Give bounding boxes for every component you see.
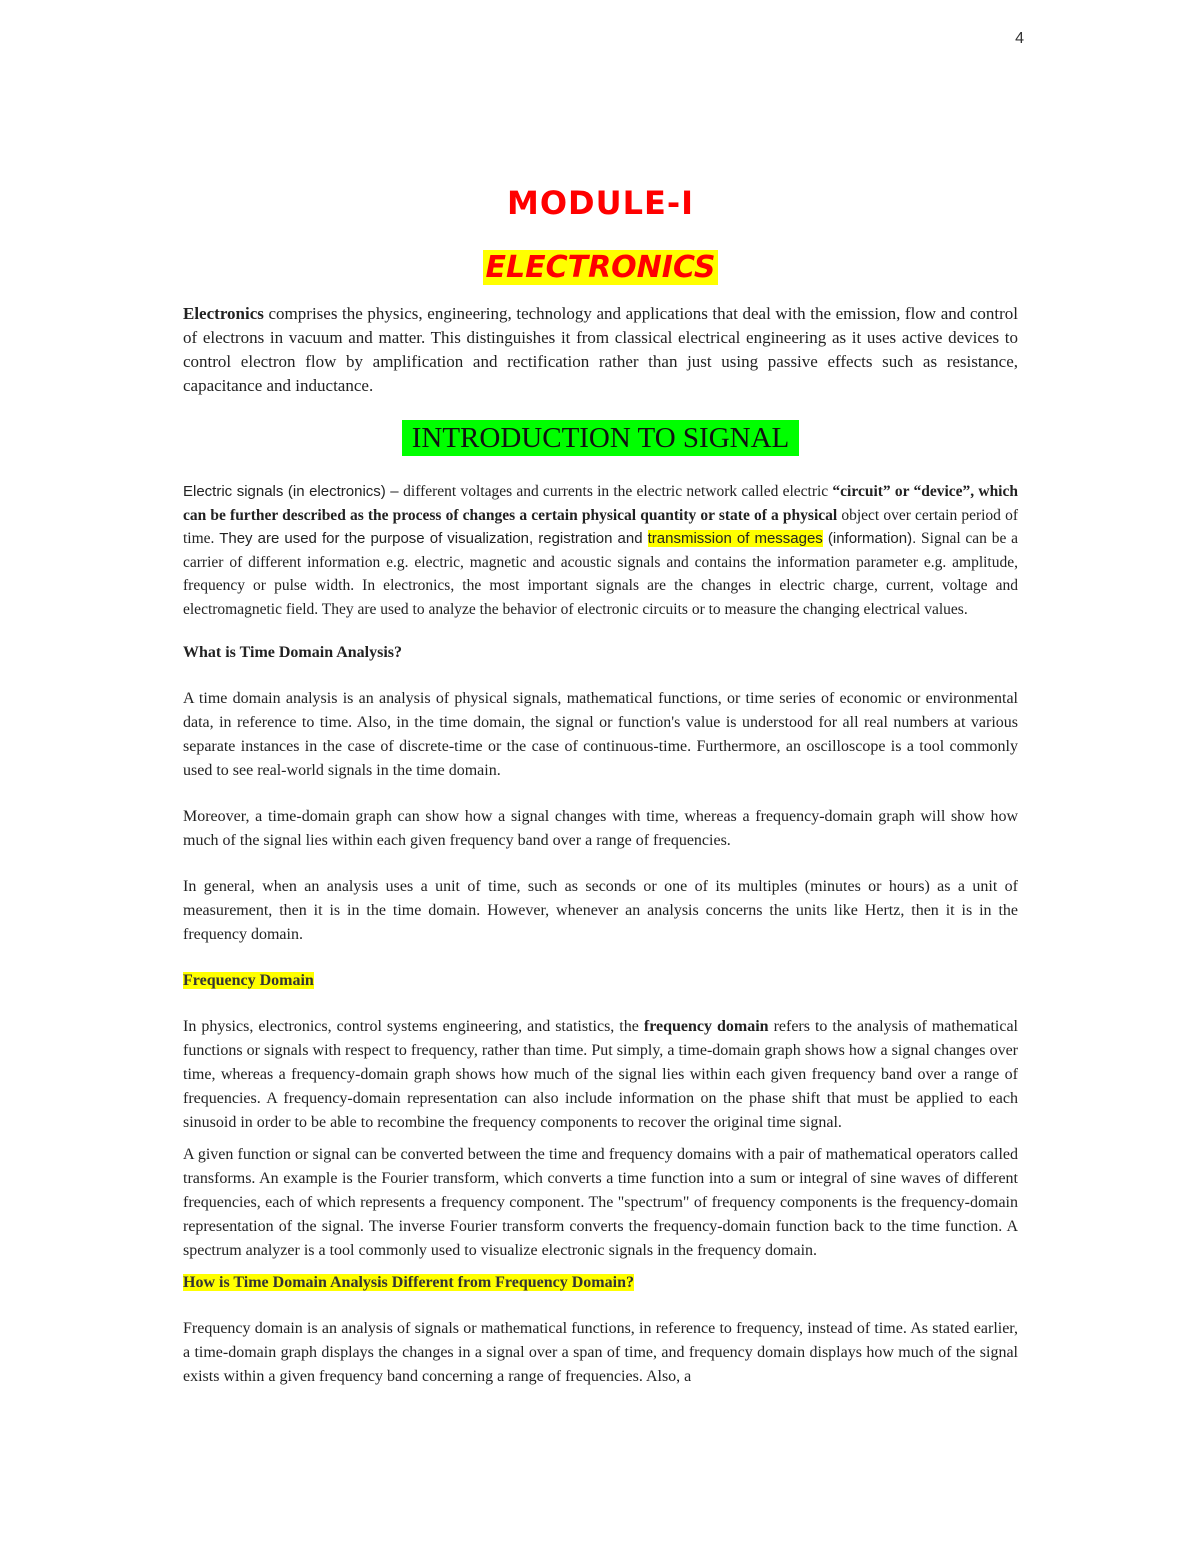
electronics-text: comprises the physics, engineering, technology and applications that deal with the emission, flow and control of electrons in vacuum and matter. This distinguishes it from classical electrical engineering as it uses active devices to control electron flow by amplification and rectification rather than just using passive effects such as resistance, capacitance and inductance.	[183, 304, 1018, 395]
signals-highlight: transmission of messages	[647, 530, 823, 547]
document-body	[183, 183, 1018, 1389]
electronics-title-wrap	[183, 247, 1018, 289]
signals-info: (information).	[822, 530, 917, 547]
frequency-domain-paragraph-1	[183, 1015, 1018, 1135]
page-number: 4	[1015, 30, 1024, 47]
fd-p1-bold: frequency domain	[643, 1018, 769, 1035]
frequency-domain-paragraph-2: A given function or signal can be converted between the time and frequency domains with a pair of mathematical operators called transforms. An example is the Fourier transform, which converts a time function into a sum or integral of sine waves of different frequencies, each of which represents a frequency component. The "spectrum" of frequency components is the frequency-domain representation of the signal. The inverse Fourier transform converts the frequency-domain function back to the time function. A spectrum analyzer is a tool commonly used to visualize electronic signals in the frequency domain.	[183, 1146, 1018, 1259]
time-domain-paragraph-3: In general, when an analysis uses a unit of time, such as seconds or one of its multiples (minutes or hours) as a unit of measurement, then it is in the time domain. However, whenever an analysis concerns the units like Hertz, then it is in the frequency domain.	[183, 878, 1018, 943]
difference-heading-wrap	[183, 1271, 1018, 1295]
electronics-title: ELECTRONICS	[485, 250, 716, 285]
difference-heading: How is Time Domain Analysis Different from Frequency Domain?	[183, 1274, 634, 1291]
signals-part1: different voltages and currents in the electric network called electric	[403, 483, 833, 500]
signals-purpose: They are used for the purpose of visualization, registration and	[219, 530, 648, 547]
frequency-domain-heading-wrap	[183, 969, 1018, 993]
fd-p1-rest: refers to the analysis of mathematical functions or signals with respect to frequency, rather than time. Put simply, a time-domain graph shows how a signal changes over time, whereas a frequency-domain graph shows how much of the signal lies within each given frequency band over a range of frequencies. A frequency-domain representation can also include information on the phase shift that must be applied to each sinusoid in order to be able to recombine the frequency components to recover the original time signal.	[183, 1018, 1019, 1131]
fd-p1-start: In physics, electronics, control systems engineering, and statistics, the	[183, 1018, 644, 1035]
time-domain-heading: What is Time Domain Analysis?	[183, 644, 403, 661]
electronics-paragraph	[183, 302, 1018, 398]
signals-lead: Electric signals (in electronics) –	[183, 483, 404, 500]
difference-paragraph-1: Frequency domain is an analysis of signals or mathematical functions, in reference to frequency, instead of time. As stated earlier, a time-domain graph displays the changes in a signal over a span of time, and frequency domain displays how much of the signal exists within a given frequency band concerning a range of frequencies. Also, a	[183, 1320, 1018, 1385]
signals-paragraph	[183, 480, 1018, 621]
signals-bold-text: “circuit” or “device”, which can be further described as the process of changes a certain physical quantity or state of a physical	[183, 483, 1018, 524]
time-domain-paragraph-2: Moreover, a time-domain graph can show how a signal changes with time, whereas a frequency-domain graph will show how much of the signal lies within each given frequency band over a range of frequencies.	[183, 808, 1018, 849]
electronics-term: Electronics	[183, 304, 264, 323]
signals-part2: object over certain period of time.	[183, 506, 1018, 547]
intro-heading: INTRODUCTION TO SIGNAL	[402, 420, 800, 456]
intro-heading-wrap	[183, 418, 1018, 458]
frequency-domain-heading: Frequency Domain	[183, 972, 314, 989]
signals-rest: Signal can be a carrier of different information e.g. electric, magnetic and acoustic signals and contains the information parameter e.g. amplitude, frequency or pulse width. In electronics, the most important signals are the changes in electric charge, current, voltage and electromagnetic field. They are used to analyze the behavior of electronic circuits or to measure the changing electrical values.	[183, 530, 1018, 618]
time-domain-paragraph-1: A time domain analysis is an analysis of physical signals, mathematical functions, or time series of economic or environmental data, in reference to time. Also, in the time domain, the signal or function's value is understood for all real numbers at various separate instances in the case of discrete-time or the case of continuous-time. Furthermore, an oscilloscope is a tool commonly used to see real-world signals in the time domain.	[183, 690, 1018, 779]
module-title: MODULE-I	[506, 184, 695, 222]
